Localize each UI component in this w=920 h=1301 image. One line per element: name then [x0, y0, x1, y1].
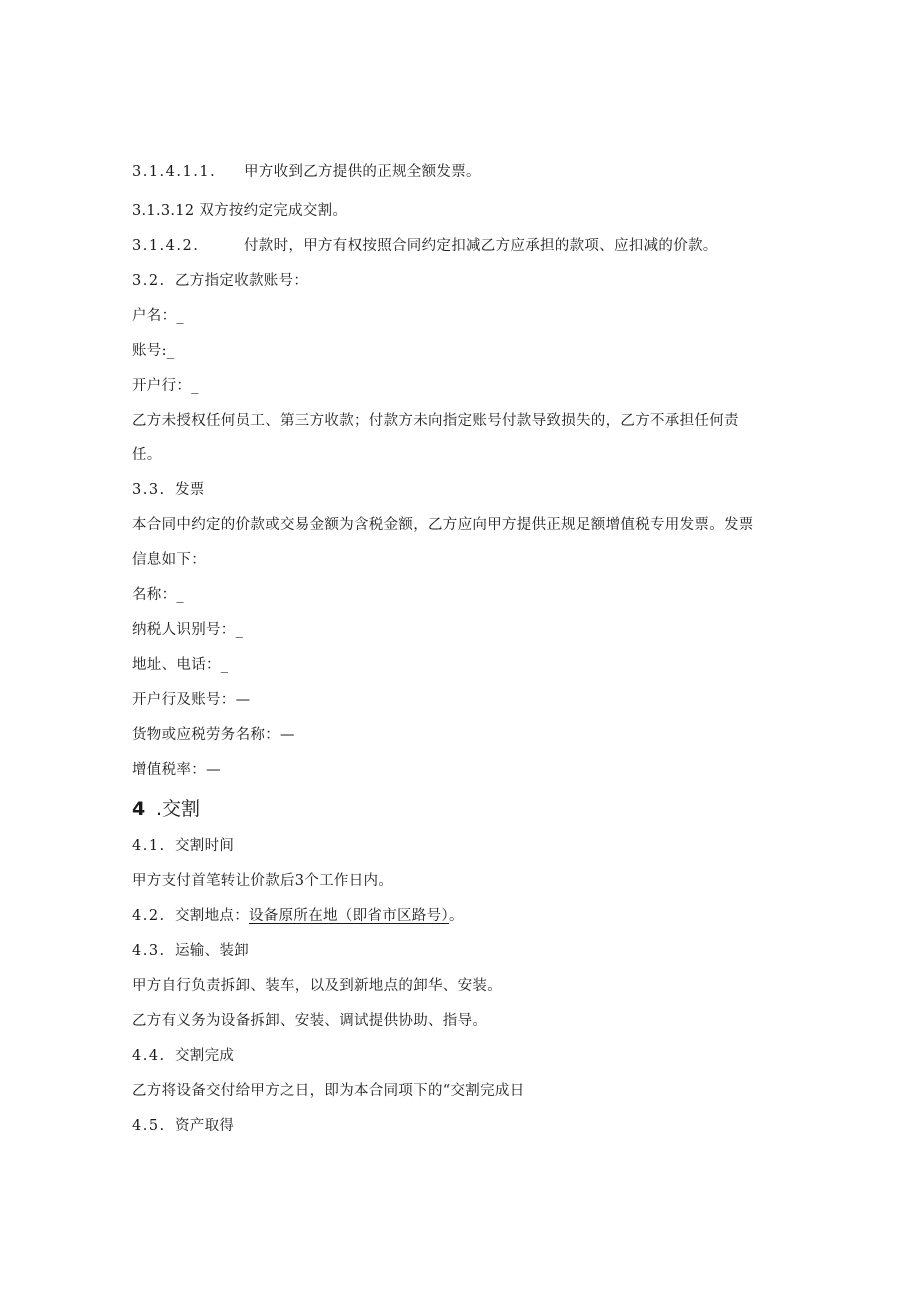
- clause-text: 资产取得: [175, 1118, 235, 1134]
- clause-text: 甲方收到乙方提供的正规全额发票。: [244, 164, 481, 180]
- clause-4-4: [132, 1046, 234, 1066]
- paragraph-text: 信息如下：: [132, 552, 206, 568]
- section-4-heading: [132, 797, 200, 821]
- paragraph-invoice-cont: [132, 550, 206, 570]
- account-name-field: [132, 306, 184, 326]
- clause-text: 乙方指定收款账号：: [175, 273, 309, 289]
- address-phone-field: [132, 655, 228, 675]
- clause-4-3: [132, 941, 249, 961]
- clause-number: 3.3.: [132, 482, 166, 498]
- field-text: 增值税率：—: [132, 762, 221, 778]
- field-text: 名称：_: [132, 587, 184, 603]
- clause-4-3-body-2: [132, 1011, 487, 1031]
- paragraph-text: 任。: [132, 447, 162, 463]
- heading-text: .交割: [156, 798, 201, 820]
- bank-field: [132, 376, 199, 396]
- clause-3-2: [132, 271, 308, 291]
- bank-account-field: [132, 690, 250, 710]
- paragraph-text: 乙方将设备交付给甲方之日，即为本合同项下的“交割完成日: [132, 1083, 525, 1099]
- clause-4-4-body: [132, 1081, 525, 1101]
- clause-text: 交割时间: [175, 838, 235, 854]
- paragraph-text: 甲方自行负责拆卸、装车，以及到新地点的卸华、安装。: [132, 978, 502, 994]
- clause-number: 4.2.: [132, 908, 166, 924]
- goods-service-field: [132, 725, 295, 745]
- clause-number: 3.1.4.2.: [132, 238, 200, 254]
- clause-4-1-body: [132, 871, 393, 891]
- clause-suffix: 。: [448, 908, 464, 924]
- clause-3-1-4-1-1: [132, 162, 481, 182]
- clause-text: 付款时，甲方有权按照合同约定扣减乙方应承担的款项、应扣减的价款。: [244, 238, 718, 254]
- clause-4-1: [132, 836, 234, 856]
- taxpayer-id-field: [132, 620, 243, 640]
- vat-rate-field: [132, 760, 221, 780]
- clause-number: 4.4.: [132, 1048, 166, 1064]
- clause-text: 交割完成: [175, 1048, 235, 1064]
- clause-number: 3.1.4.1.1.: [132, 164, 217, 180]
- field-text: 账号:_: [132, 343, 175, 359]
- underlined-location: 设备原所在地（即省市区路号）: [249, 908, 449, 924]
- field-text: 户名：_: [132, 308, 184, 324]
- paragraph-invoice: [132, 515, 754, 535]
- paragraph-text: 乙方有义务为设备拆卸、安装、调试提供协助、指导。: [132, 1013, 488, 1029]
- clause-number: 4.1.: [132, 838, 166, 854]
- paragraph-authorization-cont: [132, 445, 162, 465]
- clause-3-3: [132, 480, 205, 500]
- clause-3-1-4-2: [132, 236, 718, 256]
- clause-4-2: [132, 906, 464, 926]
- field-text: 开户行：_: [132, 378, 199, 394]
- paragraph-text: 乙方未授权任何员工、第三方收款；付款方未向指定账号付款导致损失的，乙方不承担任何责: [132, 413, 739, 429]
- field-text: 货物或应税劳务名称：—: [132, 727, 295, 743]
- field-text: 开户行及账号：—: [132, 692, 251, 708]
- clause-number: 3.2.: [132, 273, 166, 289]
- clause-number: 4.3.: [132, 943, 166, 959]
- clause-text: 3.1.3.12 双方按约定完成交割。: [132, 203, 348, 219]
- account-number-field: [132, 341, 174, 361]
- field-text: 地址、电话：_: [132, 657, 229, 673]
- clause-text: 交割地点：: [175, 908, 249, 924]
- clause-text: 发票: [175, 482, 205, 498]
- paragraph-text: 本合同中约定的价款或交易金额为含税金额，乙方应向甲方提供正规足额增值税专用发票。发票: [132, 517, 754, 533]
- field-text: 纳税人识别号：_: [132, 622, 244, 638]
- clause-4-3-body-1: [132, 976, 502, 996]
- invoice-name-field: [132, 585, 184, 605]
- heading-number: 4: [132, 798, 146, 820]
- clause-number: 4.5.: [132, 1118, 166, 1134]
- clause-text: 运输、装卸: [175, 943, 249, 959]
- clause-3-1-3-12: [132, 201, 347, 221]
- paragraph-authorization: [132, 411, 739, 431]
- clause-4-5: [132, 1116, 234, 1136]
- paragraph-text: 甲方支付首笔转让价款后3个工作日内。: [132, 873, 394, 889]
